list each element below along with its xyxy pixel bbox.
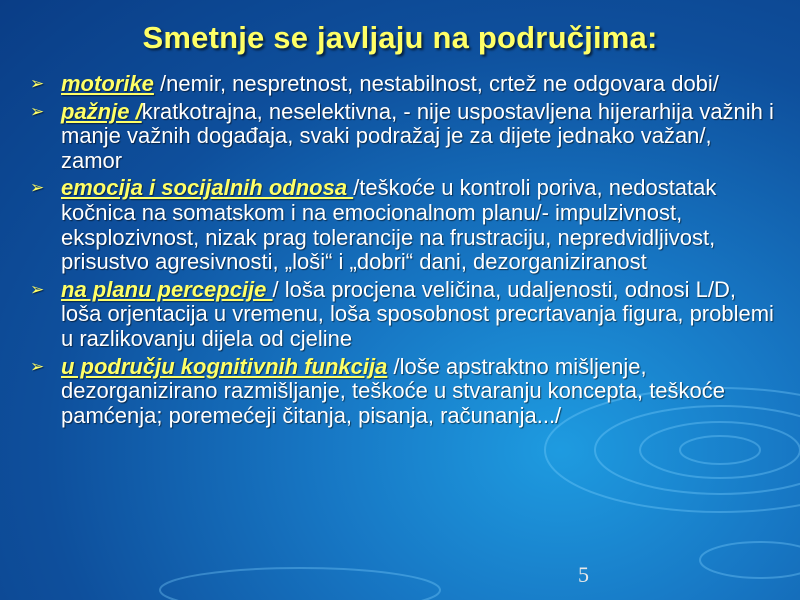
arrow-bullet-icon: ➢ <box>30 101 45 121</box>
bullet-item <box>30 72 775 97</box>
arrow-bullet-icon: ➢ <box>30 178 45 198</box>
bullet-text: /teškoće u kontroli poriva, nedostatak kočnica na somatskom i na emocionalnom planu/- impulzivnost, eksplozivnost, nizak prag tolerancije na frustraciju, nepredvidljivost, prisustvo agresivnosti, „loši“ i „dobri“ dani, dezorganiziranost <box>61 175 717 275</box>
bullet-item <box>30 100 775 174</box>
bullet-item <box>30 176 775 274</box>
bullet-text: kratkotrajna, neselektivna, - nije uspostavljena hijerarhija važnih i manje važnih događaja, svaki podražaj je za dijete jednako važan/, zamor <box>61 98 774 173</box>
bullet-keyword: u području kognitivnih funkcija <box>61 353 388 379</box>
bullet-keyword: motorike <box>61 71 154 96</box>
bullet-keyword: pažnje / <box>61 98 142 124</box>
bullet-text: /loše apstraktno mišljenje, dezorganizirano razmišljanje, teškoće u stvaranju koncepta, teškoće pamćenja; poremećeji čitanja, pisanja, računanja.../ <box>61 353 726 428</box>
page-number: 5 <box>578 562 589 587</box>
arrow-bullet-icon: ➢ <box>30 74 45 93</box>
slide-title: Smetnje se javljaju na područjima: <box>142 20 658 55</box>
bullet-item <box>30 355 775 429</box>
bullet-text: / loša procjena veličina, udaljenosti, odnosi L/D, loša orjentacija u vremenu, loša sposobnost precrtavanja figura, problemi u razlikovanju dijela od cjeline <box>61 276 774 351</box>
bullet-item <box>30 278 775 352</box>
bullet-list <box>30 72 775 431</box>
bullet-keyword: emocija i socijalnih odnosa <box>61 175 354 201</box>
bullet-keyword: na planu percepcije <box>61 276 273 302</box>
arrow-bullet-icon: ➢ <box>30 356 45 376</box>
arrow-bullet-icon: ➢ <box>30 279 45 299</box>
bullet-text: /nemir, nespretnost, nestabilnost, crtež ne odgovara dobi/ <box>153 71 719 96</box>
